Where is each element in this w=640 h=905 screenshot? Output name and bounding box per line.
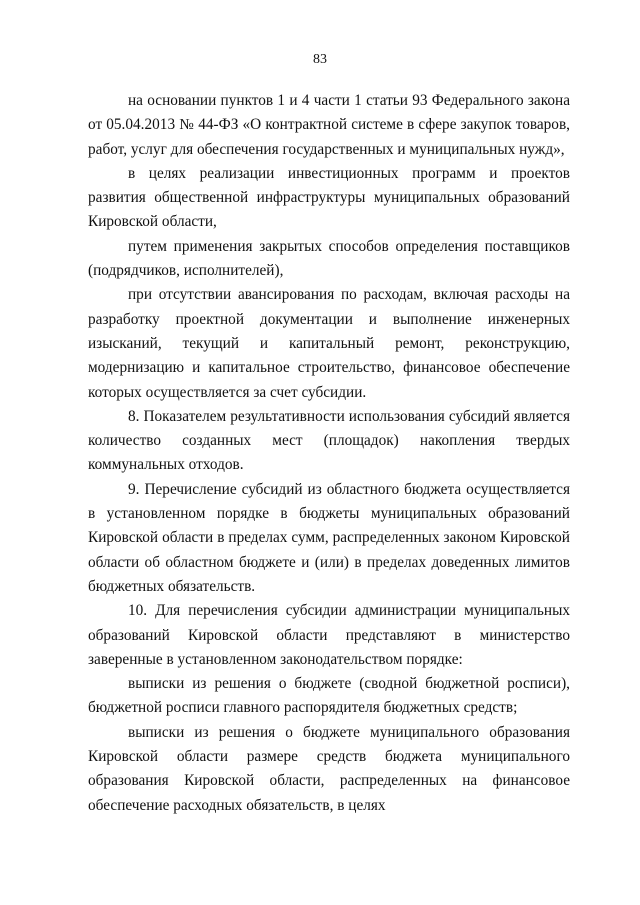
paragraph-budget-extracts: выписки из решения о бюджете (сводной бюджетной росписи), бюджетной росписи главного распорядителя бюджетных средств; [88,675,570,717]
document-body [88,89,570,818]
paragraph-basis: на основании пунктов 1 и 4 части 1 статьи 93 Федерального закона от 05.04.2013 № 44-ФЗ «О контрактной системе в сфере закупок товаров, работ, услуг для обеспечения государственных и муниципальных нужд», [88,92,570,158]
page-number: 83 [313,52,327,67]
paragraph-item-8: 8. Показателем результативности использования субсидий является количество созданных мест (площадок) накопления твердых коммунальных отходов. [88,407,570,474]
paragraph-item-10: 10. Для перечисления субсидии администрации муниципальных образований Кировской области представляют в министерство заверенные в установленном законодательством порядке: [88,602,570,668]
paragraph-item-9: 9. Перечисление субсидий из областного бюджета осуществляется в установленном порядке в бюджеты муниципальных образований Кировской области в пределах сумм, распределенных законом Кировской области об областном бюджете и (или) в пределах доведенных лимитов бюджетных обязательств. [88,480,570,595]
paragraph-municipal-extracts: выписки из решения о бюджете муниципального образования Кировской области размере средств бюджета муниципального образования Кировской области, распределенных на финансовое обеспечение расходных обязательств, в целях [88,723,570,814]
paragraph-closed-procurement: путем применения закрытых способов определения поставщиков (подрядчиков, исполнителей), [88,237,570,280]
paragraph-investment-goals: в целях реализации инвестиционных программ и проектов развития общественной инфраструктуры муниципальных образований Кировской области, [88,164,570,231]
paragraph-no-advance: при отсутствии авансирования по расходам, включая расходы на разработку проектной документации и выполнение инженерных изысканий, текущий и капитальный ремонт, реконструкцию, модернизацию и капитальное строительство, финансовое обеспечение которых осуществляется за счет субсидии. [88,286,570,401]
